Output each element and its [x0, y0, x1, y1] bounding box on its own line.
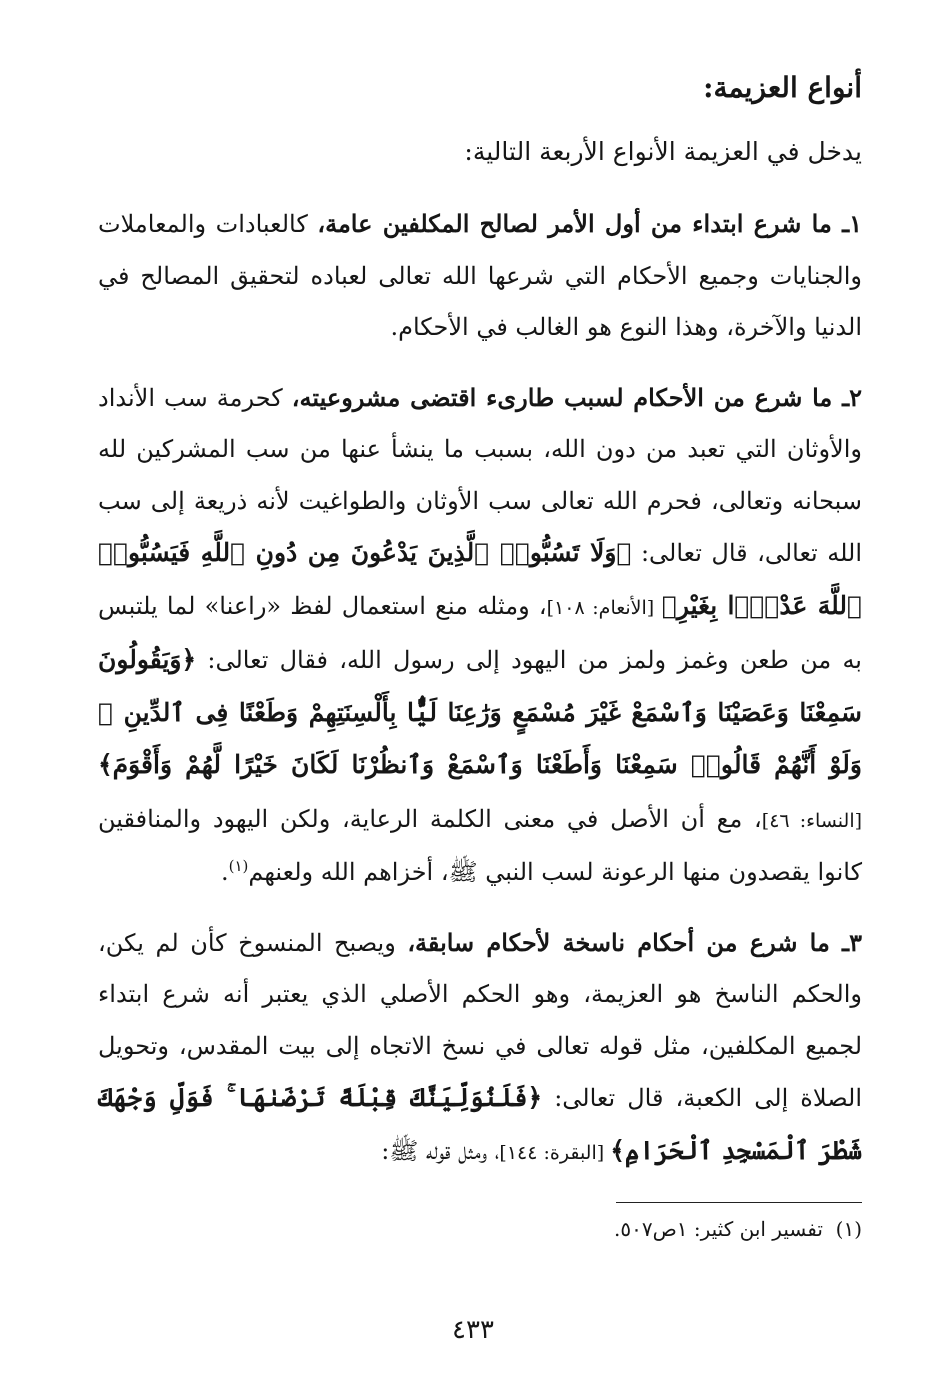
- item-1-title: ١ـ ما شرع ابتداء من أول الأمر لصالح المكلفين عامة،: [317, 209, 862, 238]
- citation-nisa: [النساء: ٤٦]: [761, 809, 863, 832]
- section-heading: أنواع العزيمة:: [703, 71, 862, 104]
- main-text: [98, 58, 862, 1179]
- intro-paragraph: يدخل في العزيمة الأنواع الأربعة التالية:: [464, 137, 862, 166]
- list-item-1: [98, 198, 862, 354]
- footnote-text: تفسير ابن كثير: ١ص٥٠٧.: [613, 1217, 823, 1241]
- item-2-text-end: .: [220, 858, 229, 886]
- item-2-text-b: ، ومثله منع استعمال لفظ «راعنا» لما يلتبس به من طعن وغمز ولمز من اليهود إلى رسول الله، فقال تعالى:: [98, 591, 862, 674]
- quran-verse-baqara: ﴿فَلَنُوَلِّيَنَّكَ قِبْلَةً تَرْضَىٰهَا ۚ فَوَلِّ وَجْهَكَ شَطْرَ ٱلْمَسْجِدِ ٱلْحَرَامِ﴾: [98, 1083, 862, 1165]
- footnote: [162, 1212, 862, 1246]
- page-number: ٤٣٣: [452, 1315, 494, 1345]
- item-3-text-a: ويصبح المنسوخ كأن لم يكن، والحكم الناسخ هو العزيمة، وهو الحكم الأصلي الذي يعتبر أنه شرع ابتداء لجميع المكلفين، مثل قوله تعالى في نسخ الاتجاه إلى بيت المقدس، وتحويل الصلاة إلى الكعبة، قال تعالى:: [98, 928, 862, 1112]
- quran-verse-anam: ﴿وَلَا تَسُبُّوا۟ ٱلَّذِينَ يَدْعُونَ مِن دُونِ ٱللَّهِ فَيَسُبُّوا۟ ٱللَّهَ عَدْوًۢا بِغَيْرِ﴾: [98, 538, 862, 620]
- item-3-text-b: ، ومثل قوله ﷺ:: [381, 1136, 500, 1165]
- citation-baqara: [البقرة: ١٤٤]: [499, 1141, 611, 1164]
- footnote-marker: (١): [835, 1217, 862, 1241]
- footnote-reference[interactable]: (١): [228, 857, 249, 875]
- citation-anam: [الأنعام: ١٠٨]: [546, 596, 662, 619]
- item-1-text: كالعبادات والمعاملات والجنايات وجميع الأحكام التي شرعها الله تعالى لعباده لتحقيق المصالح في الدنيا والآخرة، وهذا النوع هو الغالب في الأحكام.: [98, 210, 862, 341]
- item-2-text-c: ، مع أن الأصل في معنى الكلمة الرعاية، ولكن اليهود والمنافقين كانوا يقصدون منها الرعونة لسب النبي ﷺ، أخزاهم الله ولعنهم: [98, 804, 862, 886]
- list-item-3: [98, 917, 862, 1180]
- list-item-2: [98, 372, 862, 899]
- item-2-text-a: كحرمة سب الأنداد والأوثان التي تعبد من دون الله، بسبب ما ينشأ عنها من سب المشركين لله سبحانه وتعالى، فحرم الله تعالى سب الأوثان والطواغيت لأنه ذريعة إلى سب الله تعالى، قال تعالى:: [98, 383, 862, 567]
- footnote-divider: [616, 1202, 862, 1203]
- item-3-title: ٣ـ ما شرع من أحكام ناسخة لأحكام سابقة،: [407, 927, 862, 957]
- quran-verse-nisa: ﴿وَيَقُولُونَ سَمِعْنَا وَعَصَيْنَا وَٱسْمَعْ غَيْرَ مُسْمَعٍ وَرَٰعِنَا لَيًّۢا بِأَلْسِنَتِهِمْ وَطَعْنًا فِى ٱلدِّينِ ۚ وَلَوْ أَنَّهُمْ قَالُوا۟ سَمِعْنَا وَأَطَعْنَا وَٱسْمَعْ وَٱنظُرْنَا لَكَانَ خَيْرًا لَّهُمْ وَأَقْوَمَ﴾: [98, 645, 862, 779]
- item-2-title: ٢ـ ما شرع من الأحكام لسبب طارىء اقتضى مشروعيته،: [291, 382, 863, 412]
